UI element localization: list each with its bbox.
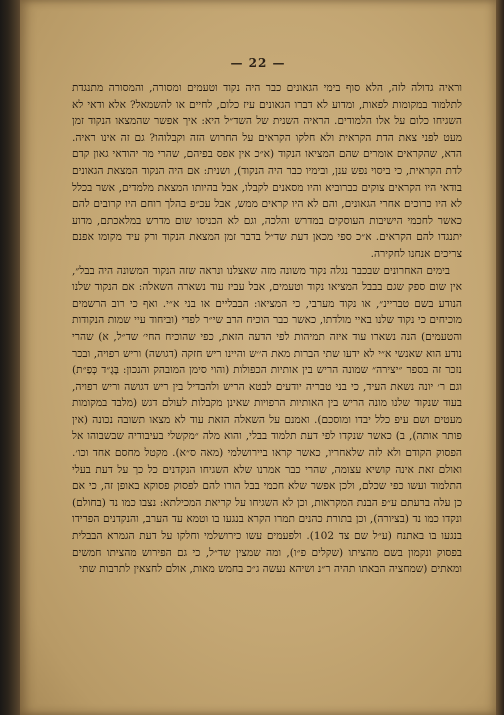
page-text	[72, 80, 462, 578]
paragraph-2: בימים האחרונים שבכבר נגלה נקוד משונה מזה שאצלנו ונראה שזה הנקוד המשונה היה בבל״, אין שום ספק שגם בבבל המציאו נקוד וטעמים, אבל עביז עוד נשארה השאלה: אם הנקוד שלנו הנודע בשם טבריינ״, או נקוד מערבי, כי המציאו: הבבליים או בני א״י. ואף כי רוב הרשמים מוכיחים כי נקוד שלנו באיי מולדתו, כאשר כבר הוכיח הרב שי״ר לפדי (וביחוד עיי שמות הנקודות והטעמים) הנה נשארו עוד איזה תמיהות לפי הדעה הזאת, כפי שהוכיח החי׳ שד״ל, א) שהרי נודע הוא שאנשי א״י לא ידעו שתי הברות מאת ה׳׳ש והיינו ריש חזקה (דגושה) וריש רפויה, ובכר נזכר זה בספר ״יצירה״ שמונה הריש בין אותיות הכפולות (והוי סימן המובהק והנכון: בָּגָ״ד כְּפַ״ת) וגם ר׳ יונה נשאת העיד, כי בני טבריה יודעים לבטא הריש ולהבדיל בין ריש דגושה וריש רפויה, בעוד שנקוד שלנו מונה הריש בין האותיות הרפויות שאינן מקבלות לעולם דגש (מלבד במקומות מעטים ושם עיפ כלל יבדו ומוסכם). ואמנם על השאלה הזאת עוד לא מצאו תשובה נכונה (אין פותר אותה), ב) כאשר שנקדו לפי דעת תלמוד בבלי, והוא מלה ״מקשלי בעיבודיה שבשבוהו אל הפסוק הקודם ולא לזה שלאחריו, כאשר קראו ביירושלמי (מאה ס״א). מקטל מחסם אחד וכו׳. ואולם זאת אינה קושיא עצומה, שהרי כבר אמרנו שלא השגיחו הנקדנים כל כך על דעת בעלי התלמוד ועשו כפי שכלם, ולכן אפשר שלא חכמי בבל הורו להם לפסוק פסוקא באופן זה, כי אם כן עלה ברעתם ע״פ הבנת המקראות, וכן לא השגיחו על קריאת המכילתא: נצבו כמו נד (בחולם) ונקדו כמו נד (בציורה), וכן בתורת כהנים תמרו הקרא בנגעו בו וטמא עד הערב, והנקדנים הפרידו בנגעו בו באתנח (ע״ל שם צד 102). ולפעמים עשו כירושלמי וחלקו על דעת הגמרא הבבלית בפסוק ונקמון בשם מהציתו (שקלים פ״ו), ומה שמצין שד״ל, כי גם הפירוש מהציתו חמשים ומאתים (שמחציה הבאתו תהיה ר״נ ושיהא נעשה ג״כ בחמש מאות, אולם לחצאין לתרבות שתי	[72, 264, 462, 576]
paragraph-1: וראיה גדולה לזה, הלא סוף בימי הגאונים כבר היה נקוד וטעמים ומסורה, והמסורה מתנגדת לתלמוד במקומות לפאות, ומדוע לא דברו הגאונים עיז כלום, לחיים או להשמאל? אלא ודאי לא השגיחו כלום על אלו הלמודים. הראיה השנית של השד״ל היא: איך אפשר שהמצאו הנקוד זמן מעט לפני צאת הדת הקראית ולא חלקו הקראים על החרוש הזה וקבלוהו? גם זה אינו ראיה. הדא, שהקראים אומרים שהם המציאו הנקוד (א״כ אין אפס בפיהם, שהרי מר יהודאי גאון קדם לדת הקראית, כי ביסוי נפש ענן, ובימיו כבר היה הנקוד), ושנית: אם היה הנקוד המצאת הגאונים בודאי היו הקראים צוקים כברוביא והיו מסאנים לקבלו, אבל בהיותו המצאת מלמדים, אשר בכלל לא היו כרוכים אחרי הגאונים, והם לא היו קראים ממש, אבל עכ״פ בהלך רוחם היו קרובים להם כאשר לחכמי הישיבות העוסקים במדרש והלכה, וגם לא הכניסו שום מדרש במלאכתם, מדוע יתנגדו להם הקראים. א״כ ספי מכאן דעת שד״ל בדבר זמן המצאת הנקוד ורק עיד מקומו אפנם צריכים אנחנו לחקירה.	[72, 82, 462, 260]
page-number: — 22 —	[230, 56, 286, 70]
book-page	[20, 0, 496, 715]
book-gutter	[0, 0, 20, 715]
page-edge	[496, 0, 504, 715]
